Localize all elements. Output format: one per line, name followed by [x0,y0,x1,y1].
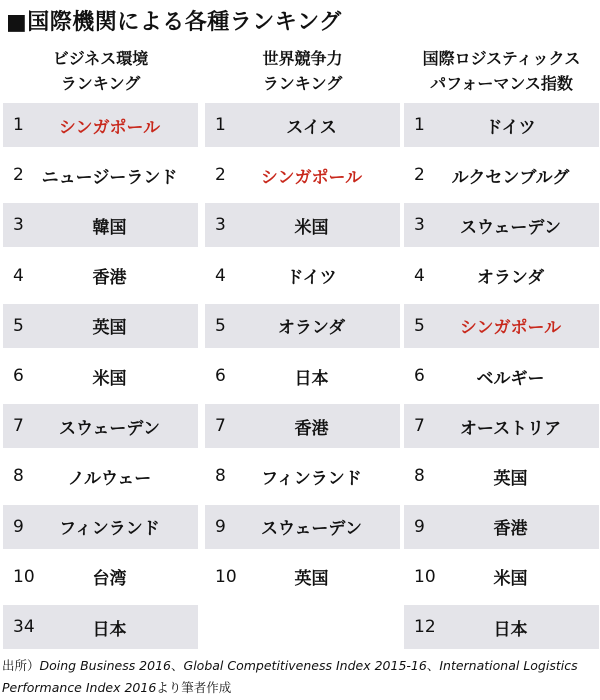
source-doing-business: Doing Business 2016 [39,658,171,673]
column-header-line: ランキング [60,74,141,93]
rank-number: 5 [215,315,226,336]
rank-number: 2 [215,165,226,186]
table-row [205,203,400,247]
country-name: フィンランド [59,519,160,540]
country-name: 韓国 [92,217,127,238]
country-name: シンガポール [459,318,562,339]
table-row [205,304,400,348]
table-row [205,153,400,197]
rank-number: 8 [13,466,24,487]
rank-number: 5 [414,315,425,336]
source-sep-2: 、 [426,658,440,673]
table-row [205,404,400,448]
country-name: 台湾 [92,569,127,590]
rank-number: 4 [13,265,24,286]
country-name: 英国 [493,468,528,489]
rank-number: 34 [13,617,35,637]
table-row [404,454,599,498]
rank-number: 9 [215,516,226,537]
country-name: 香港 [92,268,127,289]
rank-number: 9 [414,516,425,537]
table-row [3,103,198,147]
rank-number: 12 [414,617,436,637]
country-name: スウェーデン [460,217,561,238]
table-row [404,404,599,448]
rank-number: 5 [13,315,24,336]
country-name: 日本 [294,368,329,389]
table-row [3,605,198,649]
rank-number: 6 [13,366,24,386]
table-row [404,555,599,599]
country-name: 日本 [92,619,127,640]
table-row [205,454,400,498]
country-name: 英国 [294,569,329,590]
table-row [404,605,599,649]
table-row [205,505,400,549]
column-header-line: ランキング [262,74,343,93]
source-sep-1: 、 [171,658,184,673]
country-name: オランダ [476,268,545,289]
rank-number: 10 [414,566,436,587]
column-header-logistics-performance [404,46,599,96]
source-suffix: より筆者作成 [156,680,232,695]
table-row [205,254,400,298]
column-header-global-competitiveness [205,46,400,96]
country-name: ドイツ [485,117,536,138]
column-header-business-environment [3,46,198,96]
rank-number: 7 [414,416,425,437]
table-row [404,304,599,348]
country-name: スイス [286,117,337,138]
rank-number: 10 [13,566,35,587]
column-header-line: パフォーマンス指数 [430,74,573,93]
column-header-line: ビジネス環境 [52,49,149,68]
country-name: シンガポール [260,167,363,188]
country-name: スウェーデン [261,519,362,540]
table-row [3,354,198,398]
rank-number: 2 [13,165,24,186]
column-header-line: 世界競争力 [262,49,343,68]
table-row [205,354,400,398]
country-name: 香港 [493,519,528,540]
rank-number: 3 [13,215,24,236]
country-name: オランダ [277,318,346,339]
country-name: オーストリア [459,418,562,439]
country-name: 英国 [92,318,127,339]
table-row [3,555,198,599]
column-header-line: 国際ロジスティックス [422,49,581,68]
country-name: 香港 [294,418,329,439]
table-row [3,203,198,247]
table-row [205,103,400,147]
rank-number: 1 [414,115,425,135]
rank-number: 9 [13,516,24,537]
country-name: 日本 [493,619,528,640]
table-row [404,103,599,147]
country-name: 米国 [294,217,329,238]
table-row [404,153,599,197]
rank-number: 8 [414,466,425,487]
source-prefix: 出所） [2,658,40,673]
rank-number: 10 [215,566,237,587]
table-row [3,454,198,498]
rank-number: 3 [215,215,226,236]
rank-number: 7 [215,416,226,437]
table-row [404,254,599,298]
rank-number: 6 [414,366,425,386]
table-row [3,404,198,448]
table-row [404,203,599,247]
table-row [3,304,198,348]
rank-number: 4 [215,265,226,286]
country-name: ドイツ [286,268,337,289]
table-row [3,153,198,197]
table-row [3,505,198,549]
country-name: 米国 [92,368,127,389]
country-name: シンガポール [58,117,161,138]
country-name: ルクセンブルグ [451,167,570,188]
rank-number: 7 [13,416,24,437]
country-name: ノルウェー [67,468,152,489]
rank-number: 8 [215,466,226,487]
source-note [2,655,598,699]
rank-number: 4 [414,265,425,286]
country-name: フィンランド [261,468,362,489]
rank-number: 6 [215,366,226,386]
country-name: 米国 [493,569,528,590]
rank-number: 2 [414,165,425,186]
rank-number: 1 [215,115,226,135]
table-row [3,254,198,298]
table-row [404,354,599,398]
source-lpi: International Logistics Performance Index 2016 [2,658,578,695]
rank-number: 3 [414,215,425,236]
table-row [404,505,599,549]
rank-number: 1 [13,115,24,135]
country-name: ニュージーランド [41,167,178,188]
country-name: スウェーデン [59,418,160,439]
table-row [205,555,400,599]
source-gci: Global Competitiveness Index 2015-16 [183,658,427,673]
chart-title: ■国際機関による各種ランキング [6,10,342,35]
country-name: ベルギー [476,368,545,389]
